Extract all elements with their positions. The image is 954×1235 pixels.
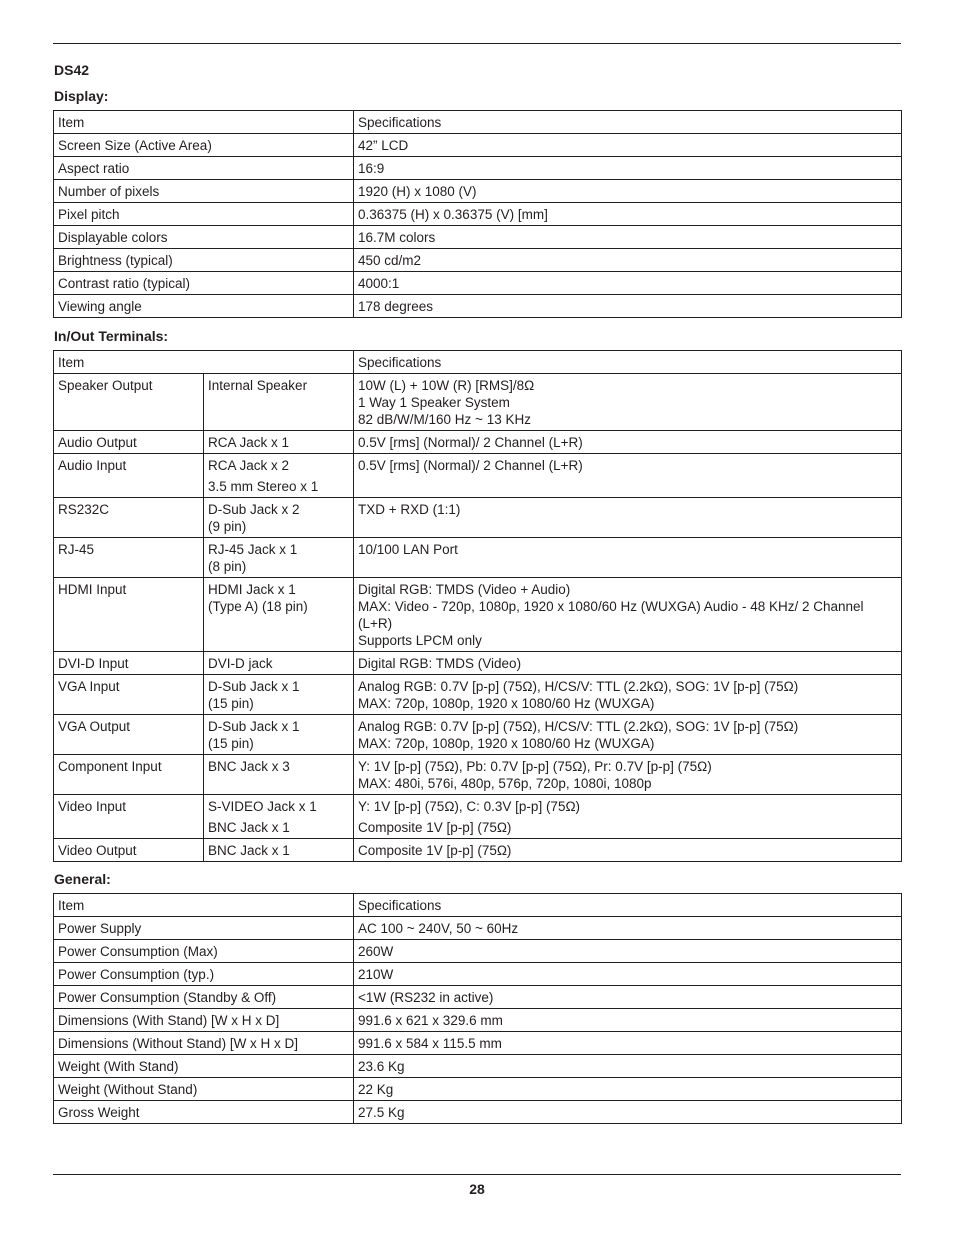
spec-text: Y: 1V [p-p] (75Ω), C: 0.3V [p-p] (75Ω) [358,799,581,814]
spec-text: Digital RGB: TMDS (Video + Audio) MAX: Video - 720p, 1080p, 1920 x 1080/60 Hz (WUXGA) Audio - 48 KHz/ 2 Channel (L+R) Supports LPCM only [358,582,864,648]
item-cell: Screen Size (Active Area) [54,134,354,157]
spec-cell [354,431,902,454]
item-cell: Component Input [54,755,204,795]
item-cell: Weight (Without Stand) [54,1078,354,1101]
spec-text: Analog RGB: 0.7V [p-p] (75Ω), H/CS/V: TTL (2.2kΩ), SOG: 1V [p-p] (75Ω) MAX: 720p, 1080p, 1920 x 1080/60 Hz (WUXGA) [358,719,799,751]
spec-cell [354,715,902,755]
item-cell: Pixel pitch [54,203,354,226]
item-cell: HDMI Input [54,578,204,652]
table-header-row [54,351,902,374]
connector-type: S-VIDEO Jack x 1 [208,799,317,814]
table-row [54,917,902,940]
spec-cell [354,538,902,578]
terminals-section-title: In/Out Terminals: [54,328,169,344]
table-row [54,755,902,795]
item-cell: Weight (With Stand) [54,1055,354,1078]
spec-cell: 260W [354,940,902,963]
spec-cell: 4000:1 [354,272,902,295]
connector-cell [204,374,354,431]
table-row [54,652,902,675]
item-cell: Power Supply [54,917,354,940]
spec-text: 10W (L) + 10W (R) [RMS]/8Ω 1 Way 1 Speaker System 82 dB/W/M/160 Hz ~ 13 KHz [358,378,535,427]
item-cell: DVI-D Input [54,652,204,675]
item-cell: Brightness (typical) [54,249,354,272]
item-cell: VGA Output [54,715,204,755]
connector-type: D-Sub Jack x 2 (9 pin) [208,502,300,534]
spec-cell [354,795,902,839]
spec-text: Composite 1V [p-p] (75Ω) [358,843,512,858]
item-cell: RS232C [54,498,204,538]
connector-cell [204,839,354,862]
table-row [54,374,902,431]
spec-cell: 27.5 Kg [354,1101,902,1124]
spec-cell: 22 Kg [354,1078,902,1101]
connector-cell [204,755,354,795]
top-rule [53,43,901,44]
table-row [54,986,902,1009]
table-row [54,795,902,839]
bottom-rule [53,1174,901,1175]
table-row [54,578,902,652]
item-cell: RJ-45 [54,538,204,578]
item-cell: Video Input [54,795,204,839]
table-row [54,1009,902,1032]
table-row [54,454,902,498]
table-row [54,180,902,203]
model-heading: DS42 [54,62,90,78]
spec-cell [354,578,902,652]
item-cell: Dimensions (Without Stand) [W x H x D] [54,1032,354,1055]
table-header-row [54,111,902,134]
table-row [54,431,902,454]
table-row [54,226,902,249]
spec-cell: 1920 (H) x 1080 (V) [354,180,902,203]
general-section-title: General: [54,871,111,887]
spec-text: TXD + RXD (1:1) [358,502,461,517]
table-row [54,272,902,295]
item-cell: Dimensions (With Stand) [W x H x D] [54,1009,354,1032]
header-spec-cell: Specifications [354,111,902,134]
spec-cell: 991.6 x 621 x 329.6 mm [354,1009,902,1032]
header-item-cell: Item [54,351,354,374]
connector-type: BNC Jack x 1 [208,843,290,858]
spec-cell [354,755,902,795]
table-row [54,715,902,755]
spec-cell [354,839,902,862]
spec-cell: 178 degrees [354,295,902,318]
table-row [54,134,902,157]
item-cell: Contrast ratio (typical) [54,272,354,295]
connector-cell [204,652,354,675]
table-row [54,157,902,180]
table-row [54,675,902,715]
spec-cell [354,498,902,538]
spec-cell: 23.6 Kg [354,1055,902,1078]
spec-cell: 991.6 x 584 x 115.5 mm [354,1032,902,1055]
item-cell: Displayable colors [54,226,354,249]
table-row [54,1055,902,1078]
table-header-row [54,894,902,917]
item-cell: Audio Input [54,454,204,498]
header-item-cell: Item [54,894,354,917]
connector-cell [204,498,354,538]
spec-text: 10/100 LAN Port [358,542,458,557]
general-spec-table [53,893,902,1124]
table-row [54,498,902,538]
item-cell: Power Consumption (typ.) [54,963,354,986]
spec-cell [354,374,902,431]
item-cell: VGA Input [54,675,204,715]
item-cell: Video Output [54,839,204,862]
table-row [54,1101,902,1124]
table-row [54,963,902,986]
connector-type: RCA Jack x 1 [208,435,290,450]
spec-cell: AC 100 ~ 240V, 50 ~ 60Hz [354,917,902,940]
spec-text: Y: 1V [p-p] (75Ω), Pb: 0.7V [p-p] (75Ω), Pr: 0.7V [p-p] (75Ω) MAX: 480i, 576i, 480p, 576p, 720p, 1080i, 1080p [358,759,712,791]
table-row [54,940,902,963]
connector-type: Internal Speaker [208,378,308,393]
connector-type-secondary: 3.5 mm Stereo x 1 [208,479,319,494]
item-cell: Gross Weight [54,1101,354,1124]
connector-cell [204,431,354,454]
header-spec-cell: Specifications [354,894,902,917]
spec-cell: 210W [354,963,902,986]
item-cell: Speaker Output [54,374,204,431]
item-cell: Aspect ratio [54,157,354,180]
display-section-title: Display: [54,88,109,104]
connector-cell [204,578,354,652]
connector-type: HDMI Jack x 1 (Type A) (18 pin) [208,582,308,614]
connector-type: RCA Jack x 2 [208,458,290,473]
spec-cell: 450 cd/m2 [354,249,902,272]
item-cell: Viewing angle [54,295,354,318]
terminals-spec-table [53,350,902,862]
spec-cell [354,454,902,498]
item-cell: Audio Output [54,431,204,454]
connector-cell [204,454,354,498]
spec-text: Analog RGB: 0.7V [p-p] (75Ω), H/CS/V: TTL (2.2kΩ), SOG: 1V [p-p] (75Ω) MAX: 720p, 1080p, 1920 x 1080/60 Hz (WUXGA) [358,679,799,711]
connector-type: RJ-45 Jack x 1 (8 pin) [208,542,298,574]
connector-type: D-Sub Jack x 1 (15 pin) [208,719,300,751]
table-row [54,249,902,272]
table-row [54,1078,902,1101]
spec-text: 0.5V [rms] (Normal)/ 2 Channel (L+R) [358,458,583,473]
spec-cell: 16.7M colors [354,226,902,249]
spec-text: 0.5V [rms] (Normal)/ 2 Channel (L+R) [358,435,583,450]
table-row [54,295,902,318]
connector-type-secondary: BNC Jack x 1 [208,820,290,835]
connector-type: BNC Jack x 3 [208,759,290,774]
connector-type: DVI-D jack [208,656,273,671]
table-row [54,839,902,862]
spec-cell: <1W (RS232 in active) [354,986,902,1009]
spec-cell: 42” LCD [354,134,902,157]
page-number: 28 [469,1181,485,1197]
connector-cell [204,538,354,578]
spec-cell [354,652,902,675]
spec-text: Digital RGB: TMDS (Video) [358,656,522,671]
table-row [54,1032,902,1055]
connector-cell [204,675,354,715]
spec-cell [354,675,902,715]
spec-cell: 0.36375 (H) x 0.36375 (V) [mm] [354,203,902,226]
table-row [54,538,902,578]
connector-type: D-Sub Jack x 1 (15 pin) [208,679,300,711]
spec-cell: 16:9 [354,157,902,180]
header-item-cell: Item [54,111,354,134]
header-spec-cell: Specifications [354,351,902,374]
spec-text-secondary: Composite 1V [p-p] (75Ω) [358,820,512,835]
item-cell: Power Consumption (Standby & Off) [54,986,354,1009]
display-spec-table [53,110,902,318]
item-cell: Power Consumption (Max) [54,940,354,963]
item-cell: Number of pixels [54,180,354,203]
connector-cell [204,795,354,839]
table-row [54,203,902,226]
connector-cell [204,715,354,755]
